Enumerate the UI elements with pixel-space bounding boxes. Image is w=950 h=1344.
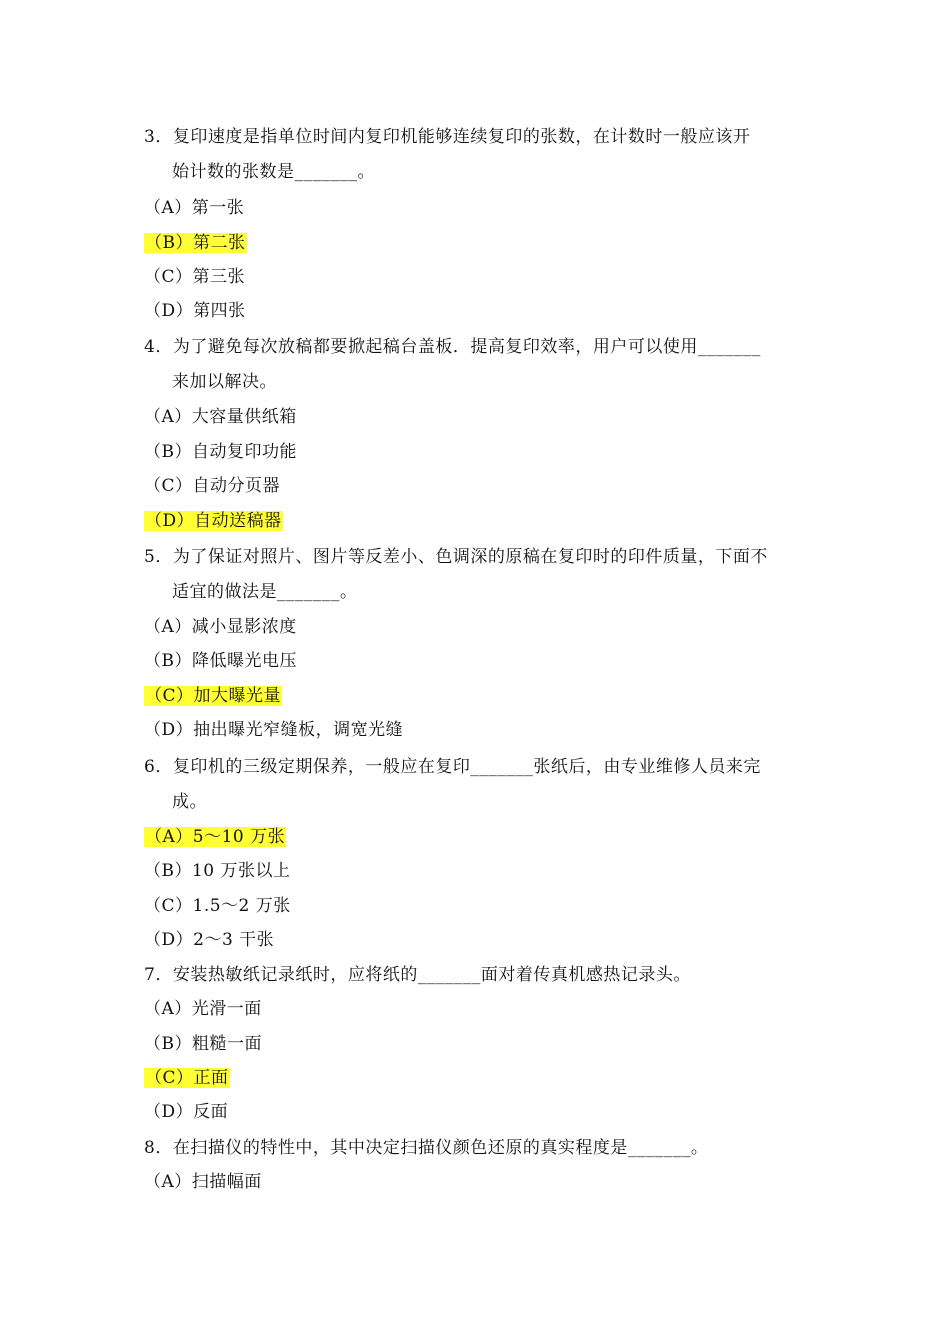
question-6-stem-line-2: 成。 (172, 792, 207, 812)
question-4-option-d (144, 510, 283, 532)
question-3-option-d: （D）第四张 (144, 301, 246, 321)
question-8-option-a: （A）扫描幅面 (144, 1172, 262, 1192)
answer-highlight: （B）第二张 (145, 233, 246, 253)
question-6-stem-line-1: 6．复印机的三级定期保养，一般应在复印_______张纸后，由专业维修人员来完 (144, 757, 761, 777)
answer-highlight: （C）加大曝光量 (145, 686, 282, 706)
question-3-option-c: （C）第三张 (144, 267, 246, 287)
question-3-option-a: （A）第一张 (144, 198, 245, 218)
question-7-option-d: （D）反面 (144, 1102, 229, 1122)
question-4-option-c: （C）自动分页器 (144, 476, 281, 496)
question-6-option-b: （B）10 万张以上 (144, 861, 291, 881)
question-4-stem-line-1: 4．为了避免每次放稿都要掀起稿台盖板．提高复印效率，用户可以使用_______ (144, 337, 761, 357)
question-3-option-b (144, 232, 247, 254)
question-5-option-c (144, 685, 282, 707)
question-5-option-d: （D）抽出曝光窄缝板，调宽光缝 (144, 720, 404, 740)
question-5-stem-line-2: 适宜的做法是_______。 (172, 582, 358, 602)
question-6-option-d: （D）2～3 干张 (144, 930, 275, 950)
question-4-option-a: （A）大容量供纸箱 (144, 407, 297, 427)
answer-highlight: （A）5～10 万张 (145, 827, 286, 847)
question-8-stem-line-1: 8．在扫描仪的特性中，其中决定扫描仪颜色还原的真实程度是_______。 (144, 1138, 709, 1158)
question-5-option-b: （B）降低曝光电压 (144, 651, 297, 671)
question-6-option-a (144, 826, 286, 848)
answer-highlight: （C）正面 (145, 1068, 229, 1088)
question-5-stem-line-1: 5．为了保证对照片、图片等反差小、色调深的原稿在复印时的印件质量，下面不 (144, 547, 768, 567)
question-7-option-a: （A）光滑一面 (144, 999, 262, 1019)
question-5-option-a: （A）减小显影浓度 (144, 617, 297, 637)
question-7-option-b: （B）粗糙一面 (144, 1034, 262, 1054)
question-6-option-c: （C）1.5～2 万张 (144, 896, 291, 916)
answer-highlight: （D）自动送稿器 (145, 511, 282, 531)
question-4-stem-line-2: 来加以解决。 (172, 372, 277, 392)
question-3-stem-line-2: 始计数的张数是_______。 (172, 162, 375, 182)
question-7-option-c (144, 1067, 230, 1089)
question-7-stem-line-1: 7．安装热敏纸记录纸时，应将纸的_______面对着传真机感热记录头。 (144, 965, 691, 985)
question-3-stem-line-1: 3．复印速度是指单位时间内复印机能够连续复印的张数，在计数时一般应该开 (144, 127, 751, 147)
question-4-option-b: （B）自动复印功能 (144, 442, 297, 462)
